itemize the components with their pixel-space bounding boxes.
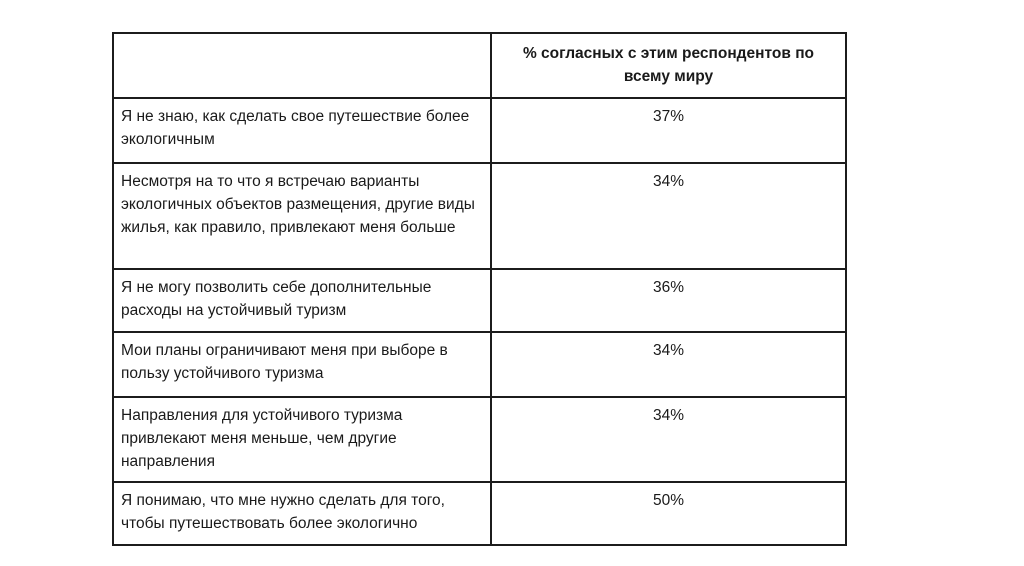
statement-cell: Несмотря на то что я встречаю варианты экологичных объектов размещения, другие виды жилья, как правило, привлекают меня больше bbox=[113, 163, 491, 269]
percent-cell: 37% bbox=[491, 98, 846, 163]
survey-table bbox=[112, 32, 847, 546]
table-header-row bbox=[113, 33, 846, 98]
table-row bbox=[113, 482, 846, 545]
header-statement-cell bbox=[113, 33, 491, 98]
table-row bbox=[113, 98, 846, 163]
percent-cell: 36% bbox=[491, 269, 846, 332]
statement-cell: Я понимаю, что мне нужно сделать для того, чтобы путешествовать более экологично bbox=[113, 482, 491, 545]
percent-cell: 34% bbox=[491, 163, 846, 269]
percent-cell: 50% bbox=[491, 482, 846, 545]
table-row bbox=[113, 332, 846, 397]
statement-cell: Я не знаю, как сделать свое путешествие более экологичным bbox=[113, 98, 491, 163]
table-row bbox=[113, 163, 846, 269]
table-row bbox=[113, 269, 846, 332]
header-percent-cell: % согласных с этим респондентов по всему миру bbox=[491, 33, 846, 98]
percent-cell: 34% bbox=[491, 397, 846, 482]
percent-cell: 34% bbox=[491, 332, 846, 397]
statement-cell: Направления для устойчивого туризма привлекают меня меньше, чем другие направления bbox=[113, 397, 491, 482]
table-row bbox=[113, 397, 846, 482]
statement-cell: Мои планы ограничивают меня при выборе в пользу устойчивого туризма bbox=[113, 332, 491, 397]
statement-cell: Я не могу позволить себе дополнительные расходы на устойчивый туризм bbox=[113, 269, 491, 332]
